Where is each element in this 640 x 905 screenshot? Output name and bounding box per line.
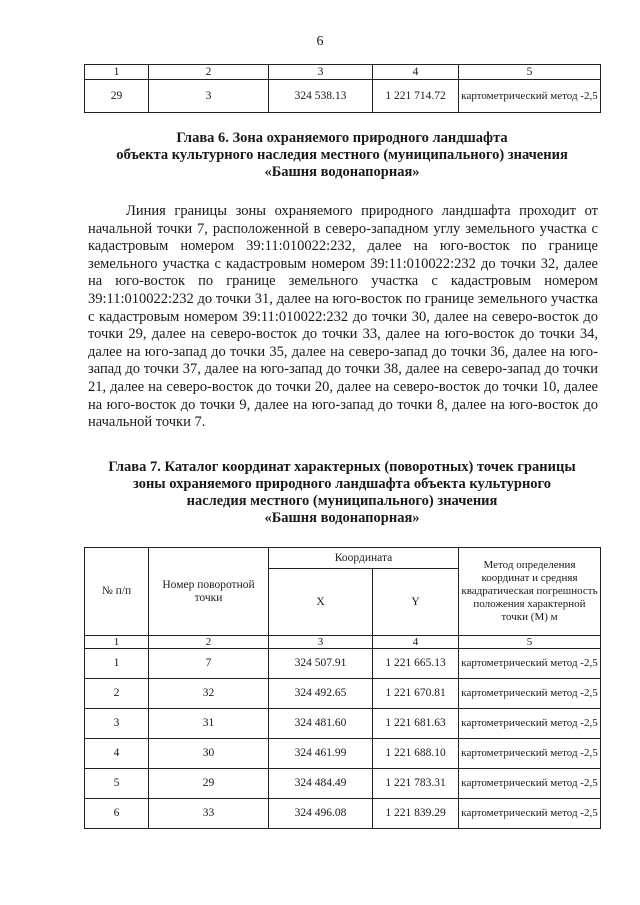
method-cell: картометрический метод -2,5 — [459, 679, 601, 709]
table-row — [85, 80, 601, 113]
row-index: 1 — [85, 649, 149, 679]
row-index: 6 — [85, 799, 149, 829]
column-number: 3 — [269, 636, 373, 649]
table-row — [85, 649, 601, 679]
chapter-7-title-line: Глава 7. Каталог координат характерных (поворотных) точек границы — [108, 459, 576, 475]
point-number: 30 — [149, 739, 269, 769]
method-cell: картометрический метод -2,5 — [459, 709, 601, 739]
column-number: 4 — [373, 65, 459, 80]
chapter-7-title — [84, 459, 600, 527]
column-number-row — [85, 636, 601, 649]
coordinate-x: 324 484.49 — [269, 769, 373, 799]
coordinate-x: 324 496.08 — [269, 799, 373, 829]
point-number: 31 — [149, 709, 269, 739]
point-number: 7 — [149, 649, 269, 679]
coordinate-y: 1 221 714.72 — [373, 80, 459, 113]
method-cell: картометрический метод -2,5 — [459, 80, 601, 113]
header-y: Y — [373, 569, 459, 636]
chapter-6-title-line: Глава 6. Зона охраняемого природного ландшафта — [176, 130, 508, 146]
column-number: 3 — [269, 65, 373, 80]
column-number: 4 — [373, 636, 459, 649]
table-row — [85, 769, 601, 799]
chapter-6-title — [84, 130, 600, 181]
header-coordinate: Координата — [269, 548, 459, 569]
method-cell: картометрический метод -2,5 — [459, 649, 601, 679]
row-index: 5 — [85, 769, 149, 799]
method-cell: картометрический метод -2,5 — [459, 799, 601, 829]
coordinate-y: 1 221 839.29 — [373, 799, 459, 829]
header-x: X — [269, 569, 373, 636]
coordinate-x: 324 538.13 — [269, 80, 373, 113]
boundary-description-paragraph: Линия границы зоны охраняемого природного ландшафта проходит от начальной точки 7, расположенной в северо-западном углу земельного участка с кадастровым номером 39:11:010022:232, далее на юго-восток по границе земельного участка с кадастровым номером 39:11:010022:232 до точки 32, далее на юго-восток по границе земельного участка с кадастровым номером 39:11:010022:232 до точки 31, далее на юго-восток по границе земельного участка с кадастровым номером 39:11:010022:232 до точки 30, далее на северо-восток до точки 29, далее на северо-восток до точки 33, далее на юго-восток до точки 34, далее на юго-запад до точки 35, далее на северо-запад до точки 36, далее на юго-запад до точки 37, далее на юго-запад до точки 38, далее на северо-запад до точки 21, далее на северо-восток до точки 20, далее на северо-восток до точки 10, далее на юго-восток до точки 9, далее на юго-запад до точки 8, далее на юго-восток до начальной точки 7. — [88, 203, 598, 431]
chapter-6-title-line: «Башня водонапорная» — [264, 164, 420, 180]
table-row — [85, 709, 601, 739]
column-number: 2 — [149, 636, 269, 649]
header-row — [85, 548, 601, 569]
coordinate-x: 324 492.65 — [269, 679, 373, 709]
coordinate-y: 1 221 783.31 — [373, 769, 459, 799]
chapter-7-title-line: зоны охраняемого природного ландшафта объекта культурного — [132, 476, 552, 492]
method-cell: картометрический метод -2,5 — [459, 769, 601, 799]
coordinate-x: 324 507.91 — [269, 649, 373, 679]
point-number: 3 — [149, 80, 269, 113]
method-cell: картометрический метод -2,5 — [459, 739, 601, 769]
row-index: 3 — [85, 709, 149, 739]
coordinate-y: 1 221 665.13 — [373, 649, 459, 679]
column-number: 1 — [85, 636, 149, 649]
point-number: 32 — [149, 679, 269, 709]
table-row — [85, 739, 601, 769]
chapter-7-title-line: наследия местного (муниципального) значения — [186, 493, 498, 509]
column-number-row — [85, 65, 601, 80]
coordinate-x: 324 461.99 — [269, 739, 373, 769]
coordinate-y: 1 221 681.63 — [373, 709, 459, 739]
column-number: 2 — [149, 65, 269, 80]
coordinate-x: 324 481.60 — [269, 709, 373, 739]
point-number: 29 — [149, 769, 269, 799]
chapter-7-title-line: «Башня водонапорная» — [264, 510, 420, 526]
column-number: 1 — [85, 65, 149, 80]
continued-coordinates-table — [84, 64, 601, 113]
header-index: № п/п — [85, 548, 149, 636]
row-index: 2 — [85, 679, 149, 709]
header-point-number: Номер поворотной точки — [149, 548, 269, 636]
row-index: 4 — [85, 739, 149, 769]
page-number: 6 — [316, 34, 324, 49]
column-number: 5 — [459, 65, 601, 80]
header-method: Метод определения координат и средняя квадратическая погрешность положения характерной точки (М) м — [459, 548, 601, 636]
row-index: 29 — [85, 80, 149, 113]
coordinate-y: 1 221 688.10 — [373, 739, 459, 769]
table-row — [85, 679, 601, 709]
coordinate-y: 1 221 670.81 — [373, 679, 459, 709]
table-row — [85, 799, 601, 829]
point-number: 33 — [149, 799, 269, 829]
chapter-6-title-line: объекта культурного наследия местного (муниципального) значения — [116, 147, 568, 163]
coordinates-catalog-table — [84, 547, 601, 829]
column-number: 5 — [459, 636, 601, 649]
